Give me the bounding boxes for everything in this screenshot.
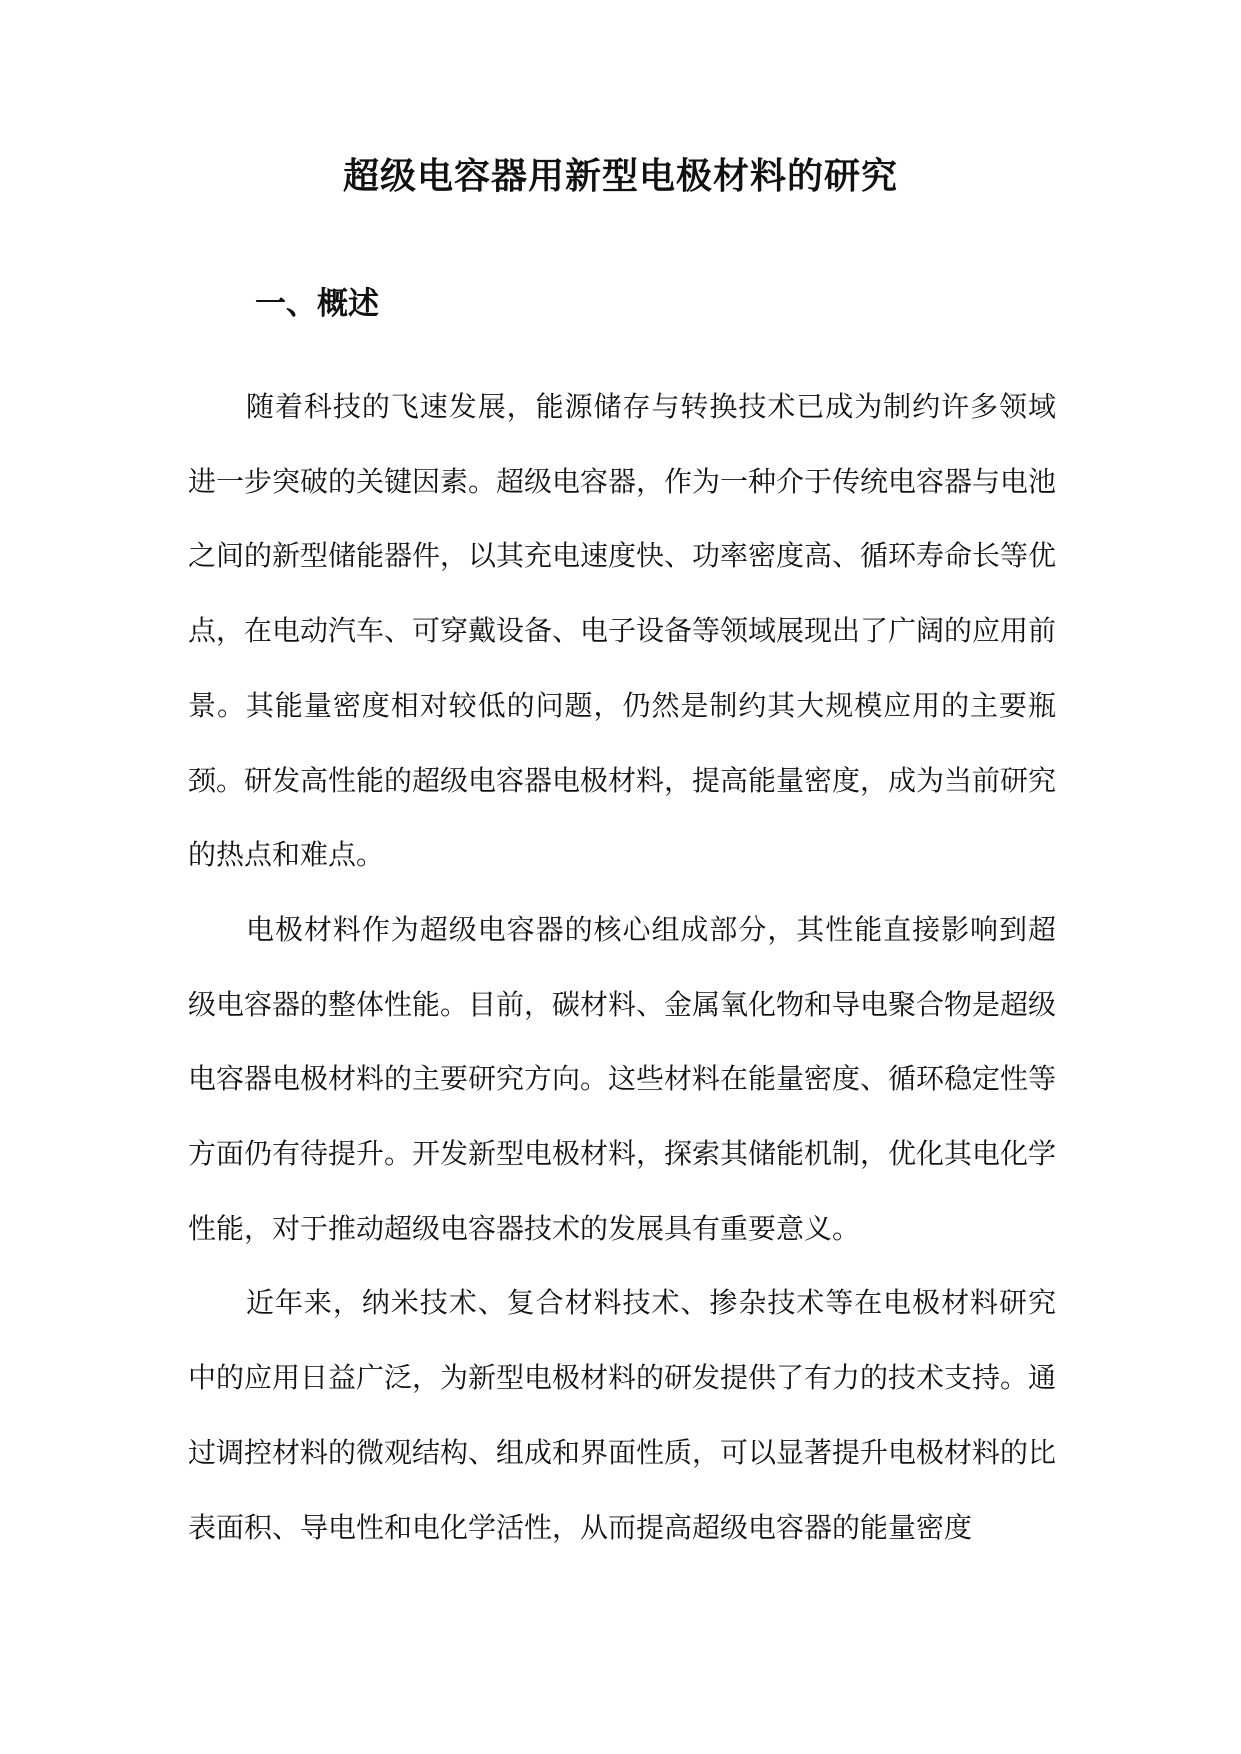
paragraph-3: 近年来，纳米技术、复合材料技术、掺杂技术等在电极材料研究中的应用日益广泛，为新型电极材料的研发提供了有力的技术支持。通过调控材料的微观结构、组成和界面性质，可以显著提升电极材料的比表面积、导电性和电化学活性，从而提高超级电容器的能量密度 — [188, 1286, 1057, 1544]
body-text — [188, 370, 1056, 1565]
document-title: 超级电容器用新型电极材料的研究 — [342, 155, 898, 197]
paragraph-2: 电极材料作为超级电容器的核心组成部分，其性能直接影响到超级电容器的整体性能。目前，碳材料、金属氧化物和导电聚合物是超级电容器电极材料的主要研究方向。这些材料在能量密度、循环稳定性等方面仍有待提升。开发新型电极材料，探索其储能机制，优化其电化学性能，对于推动超级电容器技术的发展具有重要意义。 — [188, 912, 1057, 1245]
section-heading-overview: 一、概述 — [255, 286, 379, 322]
paragraph-1: 随着科技的飞速发展，能源储存与转换技术已成为制约许多领域进一步突破的关键因素。超级电容器，作为一种介于传统电容器与电池之间的新型储能器件，以其充电速度快、功率密度高、循环寿命长等优点，在电动汽车、可穿戴设备、电子设备等领域展现出了广阔的应用前景。其能量密度相对较低的问题，仍然是制约其大规模应用的主要瓶颈。研发高性能的超级电容器电极材料，提高能量密度，成为当前研究的热点和难点。 — [188, 390, 1057, 872]
